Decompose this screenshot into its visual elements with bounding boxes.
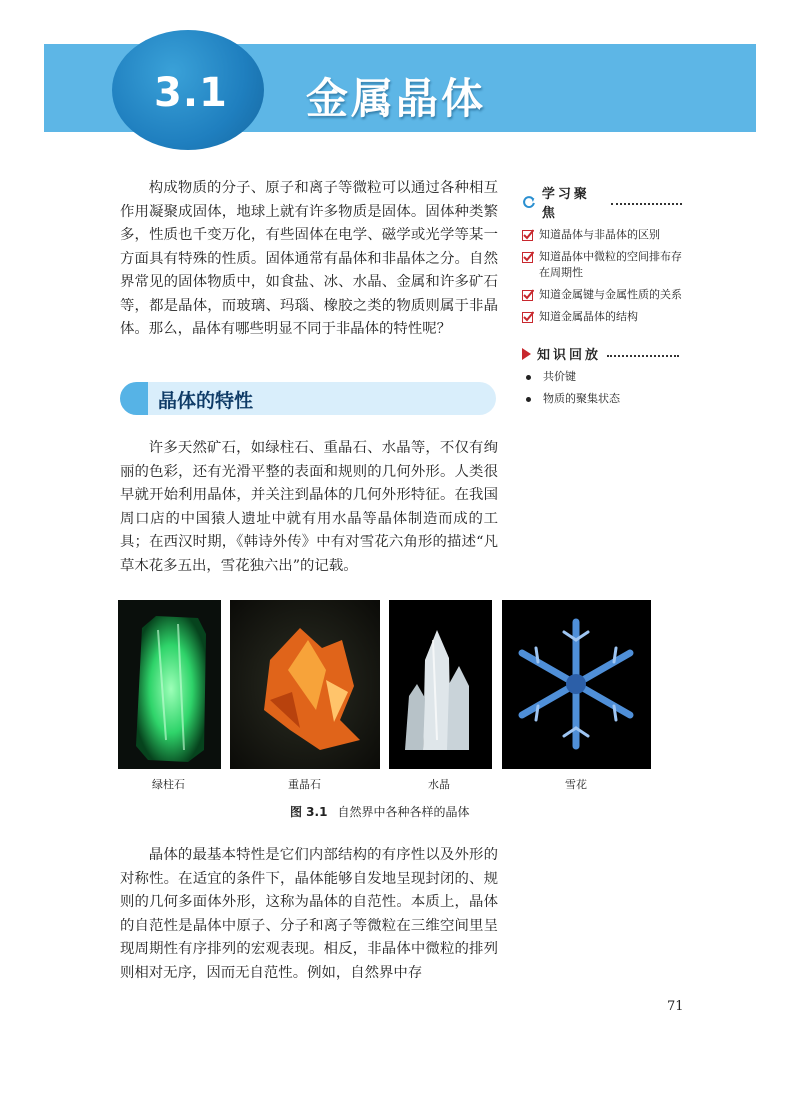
knowledge-review-title: 知识回放 xyxy=(537,348,602,363)
subsection-title: 晶体的特性 xyxy=(158,390,254,412)
figure-title: 自然界中各种各样的晶体 xyxy=(337,805,470,819)
photo-caption: 雪花 xyxy=(565,778,587,791)
intro-paragraph: 构成物质的分子、原子和离子等微粒可以通过各种相互作用凝聚成固体，地球上就有许多物质是固体。固体种类繁多，性质也千变万化，有些固体在电学、磁学或光学等某一方面具有特殊的性质。固体通常有晶体和非晶体之分。自然界常见的固体物质中，如食盐、冰、水晶、金属和许多矿石等，都是晶体，而玻璃、玛瑙、橡胶之类的物质则属于非晶体。那么，晶体有哪些明显不同于非晶体的特性呢？ xyxy=(120,180,498,337)
checkbox-checked-icon xyxy=(522,311,534,323)
focus-item xyxy=(522,309,682,325)
focus-item xyxy=(522,287,682,303)
body-paragraph: 晶体的最基本特性是它们内部结构的有序性以及外形的对称性。在适宜的条件下，晶体能够自发地呈现封闭的、规则的几何多面体外形，这称为晶体的自范性。本质上，晶体的自范性是晶体中原子、分子和离子等微粒在三维空间里呈现周期性有序排列的宏观表现。相反，非晶体中微粒的排列则相对无序，因而无自范性。例如，自然界中存 xyxy=(120,847,498,981)
barite-photo xyxy=(230,600,380,769)
snowflake-photo xyxy=(502,600,651,769)
checkbox-checked-icon xyxy=(522,289,534,301)
figure-caption xyxy=(290,803,469,820)
knowledge-review-heading xyxy=(522,344,682,363)
focus-item-text: 知道晶体与非晶体的区别 xyxy=(539,228,660,241)
page-number: 71 xyxy=(667,999,684,1014)
bullet-icon xyxy=(526,375,531,380)
review-item xyxy=(522,391,682,407)
review-item xyxy=(522,369,682,385)
section-number: 3.1 xyxy=(154,70,228,116)
review-item-text: 共价键 xyxy=(543,370,576,383)
section-title: 金属晶体 xyxy=(306,74,487,123)
play-triangle-icon xyxy=(522,348,531,360)
focus-item xyxy=(522,249,682,281)
figure-number: 图 3.1 xyxy=(290,805,328,819)
dotted-leader xyxy=(607,355,679,357)
subsection-heading-tab xyxy=(120,382,148,415)
checkbox-checked-icon xyxy=(522,229,534,241)
knowledge-review-box xyxy=(522,344,682,407)
photo-caption: 绿柱石 xyxy=(152,778,185,791)
focus-item xyxy=(522,227,682,243)
focus-item-text: 知道金属晶体的结构 xyxy=(539,310,638,323)
photo-caption: 水晶 xyxy=(428,778,450,791)
learning-focus-title: 学习聚焦 xyxy=(541,187,590,221)
quartz-photo xyxy=(389,600,492,769)
review-item-text: 物质的聚集状态 xyxy=(543,392,620,405)
beryl-photo xyxy=(118,600,221,769)
checkbox-checked-icon xyxy=(522,251,534,263)
body-paragraph: 许多天然矿石，如绿柱石、重晶石、水晶等，不仅有绚丽的色彩，还有光滑平整的表面和规则的几何外形。人类很早就开始利用晶体，并关注到晶体的几何外形特征。在我国周口店的中国猿人遗址中就有用水晶等晶体制造而成的工具；在西汉时期，《韩诗外传》中有对雪花六角形的描述“凡草木花多五出，雪花独六出”的记载。 xyxy=(120,440,498,574)
refresh-icon xyxy=(522,195,536,209)
learning-focus-box xyxy=(522,183,682,325)
focus-item-text: 知道晶体中微粒的空间排布存在周期性 xyxy=(539,250,682,279)
dotted-leader xyxy=(611,203,682,205)
learning-focus-heading xyxy=(522,183,682,221)
focus-item-text: 知道金属键与金属性质的关系 xyxy=(539,288,682,301)
photo-caption: 重晶石 xyxy=(288,778,321,791)
bullet-icon xyxy=(526,397,531,402)
